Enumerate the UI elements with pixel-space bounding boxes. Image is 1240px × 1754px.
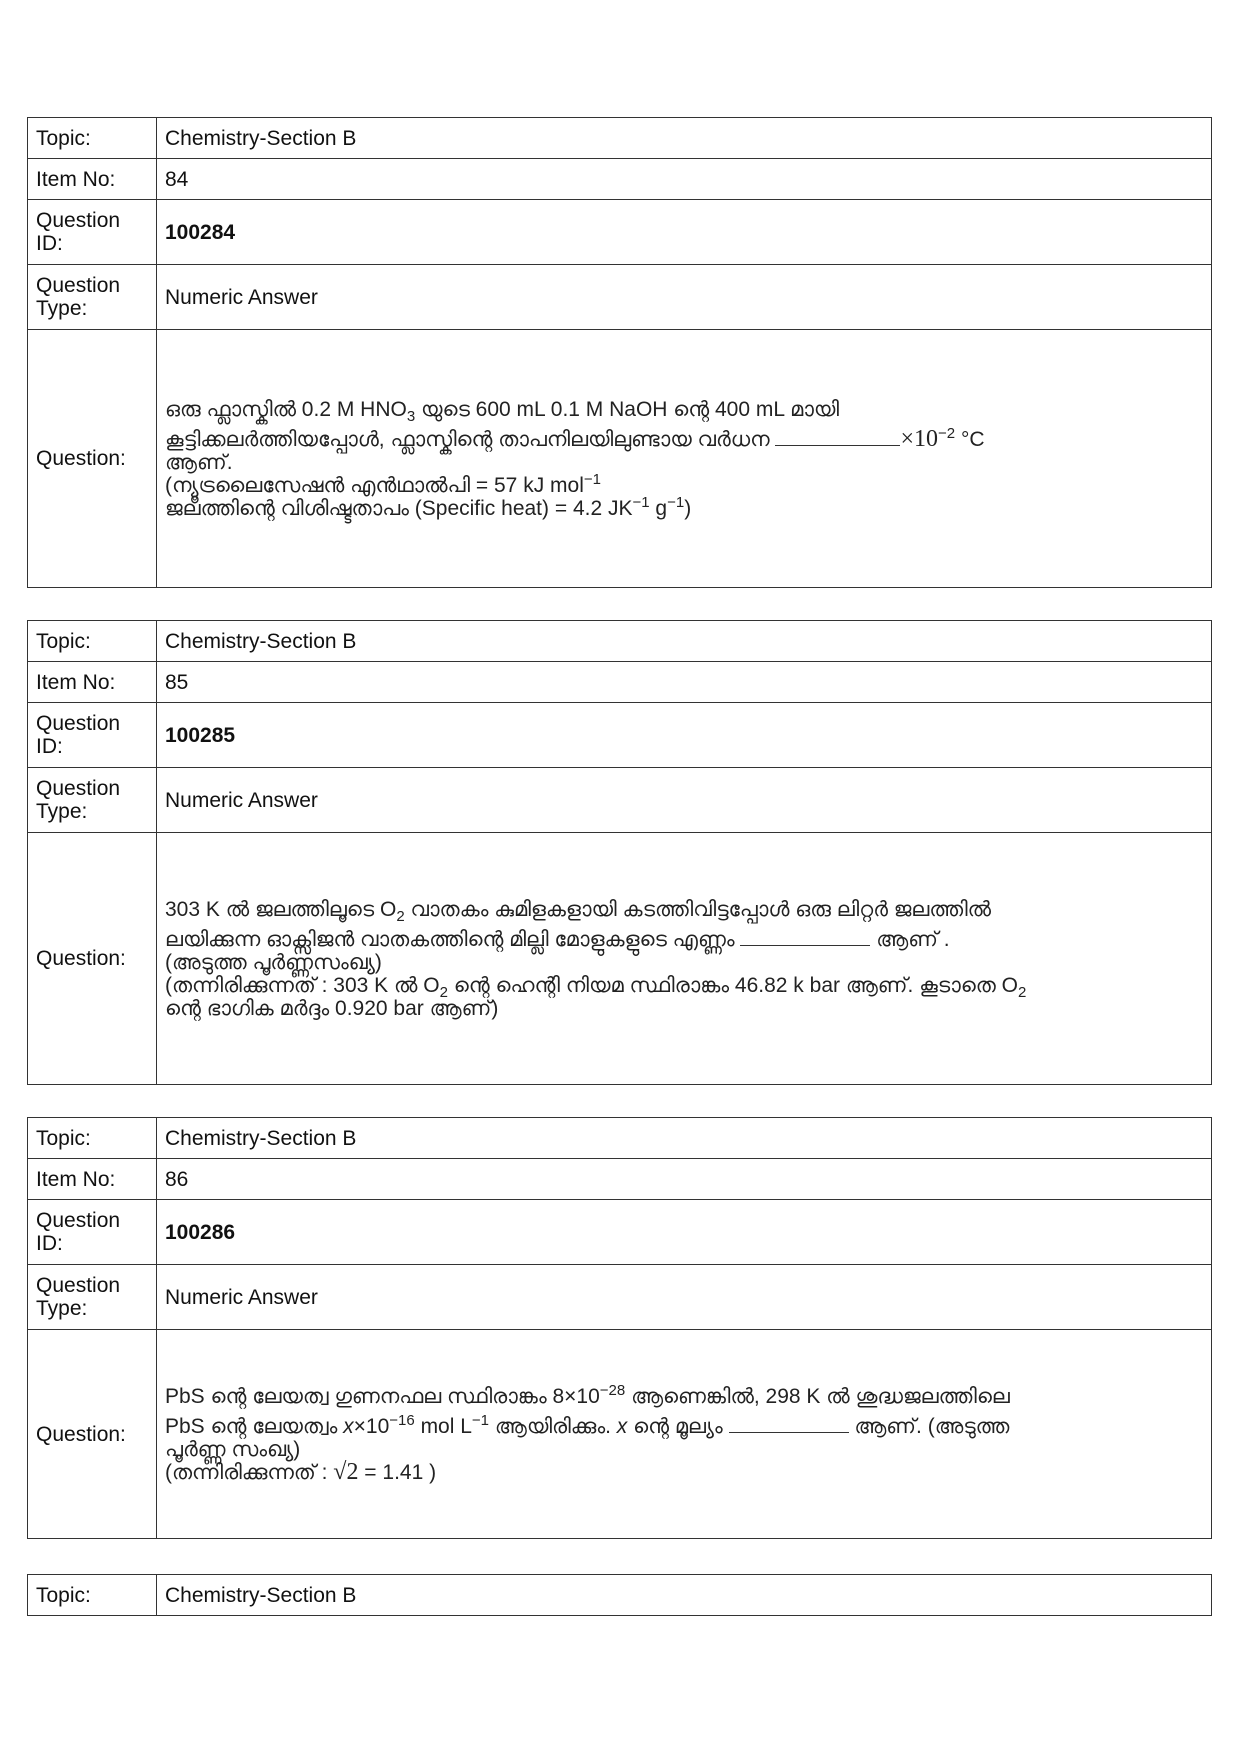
sqrt-symbol: √2 [333,1458,359,1485]
answer-blank [775,421,900,446]
topic-value: Chemistry-Section B [157,1575,1212,1616]
question-line: ലയിക്കുന്ന ഓക്സിജൻ വാതകത്തിന്റെ മില്ലി മോളുകളുടെ എണ്ണം ആണ് . [165,921,1203,951]
topic-value: Chemistry-Section B [157,118,1212,159]
question-type-value: Numeric Answer [157,1265,1212,1330]
question-type-label: Question Type: [28,265,157,330]
question-line: ആണ്. [165,450,233,474]
question-card [27,1574,1212,1616]
topic-value: Chemistry-Section B [157,621,1212,662]
question-card [27,1117,1212,1539]
item-no-label: Item No: [28,159,157,200]
answer-blank [729,1408,849,1433]
topic-label: Topic: [28,1118,157,1159]
question-line: കൂട്ടിക്കലർത്തിയപ്പോൾ, ഫ്ലാസ്കിന്റെ താപനിലയിലുണ്ടായ വർധന $\times 10^{-2}$ °C [165,421,1203,451]
question-label: Question: [28,833,157,1085]
question-type-label: Question Type: [28,768,157,833]
question-id-value: 100286 [157,1200,1212,1265]
item-no-value: 86 [157,1159,1212,1200]
question-line: PbS ന്റെ ലേയത്വ ഗുണനഫല സ്ഥിരാങ്കം $8\times 10^{-28}$ ആണെങ്കിൽ, 298 K ൽ ശുദ്ധജലത്തിലെ [165,1381,1010,1408]
item-no-value: 85 [157,662,1212,703]
answer-blank [740,921,870,946]
question-type-label: Question Type: [28,1265,157,1330]
question-line: (തന്നിരിക്കുന്നത് : √2 = 1.41 ) [165,1458,437,1485]
topic-value: Chemistry-Section B [157,1118,1212,1159]
question-line: പൂർണ്ണ സംഖ്യ) [165,1437,301,1461]
question-label: Question: [28,330,157,588]
question-id-value: 100284 [157,200,1212,265]
question-id-label: Question ID: [28,1200,157,1265]
question-id-label: Question ID: [28,703,157,768]
topic-label: Topic: [28,621,157,662]
question-card [27,620,1212,1085]
question-id-label: Question ID: [28,200,157,265]
question-line: 303 K ൽ ജലത്തിലൂടെ $O_2$ വാതകം കുമിളകളായി കടത്തിവിട്ടപ്പോൾ ഒരു ലിറ്റർ ജലത്തിൽ [165,897,992,925]
question-type-value: Numeric Answer [157,265,1212,330]
question-line: PbS ന്റെ ലേയത്വം $x\times 10^{-16}$ mol $L^{-1}$ ആയിരിക്കും. x ന്റെ മൂല്യം ആണ്. (അടുത്ത [165,1408,1203,1438]
question-text [157,1330,1212,1539]
item-no-value: 84 [157,159,1212,200]
question-line: ന്റെ ഭാഗിക മർദ്ദം 0.920 bar ആണ്) [165,996,499,1020]
topic-label: Topic: [28,118,157,159]
question-line: (അടുത്ത പൂർണ്ണസംഖ്യ) [165,950,382,974]
question-label: Question: [28,1330,157,1539]
item-no-label: Item No: [28,1159,157,1200]
question-card [27,117,1212,588]
question-line: (തന്നിരിക്കുന്നത് : 303 K ൽ $O_2$ ന്റെ ഹെന്റി നിയമ സ്ഥിരാങ്കം 46.82 k bar ആണ്. കൂടാതെ $O_2$ [165,973,1027,1001]
question-id-value: 100285 [157,703,1212,768]
question-line: ഒരു ഫ്ലാസ്കിൽ 0.2 M $HNO_3$ യുടെ 600 mL 0.1 M NaOH ന്റെ 400 mL മായി [165,397,840,425]
item-no-label: Item No: [28,662,157,703]
question-line: (ന്യൂട്രലൈസേഷൻ എൻഥാൽപി = 57 kJ mol$^{-1}$ [165,470,601,497]
question-line: ജലത്തിന്റെ വിശിഷ്ടതാപം (Specific heat) = 4.2 $JK^{-1}$ $g^{-1}$) [165,493,692,520]
topic-label: Topic: [28,1575,157,1616]
question-type-value: Numeric Answer [157,768,1212,833]
question-text [157,330,1212,588]
question-text [157,833,1212,1085]
